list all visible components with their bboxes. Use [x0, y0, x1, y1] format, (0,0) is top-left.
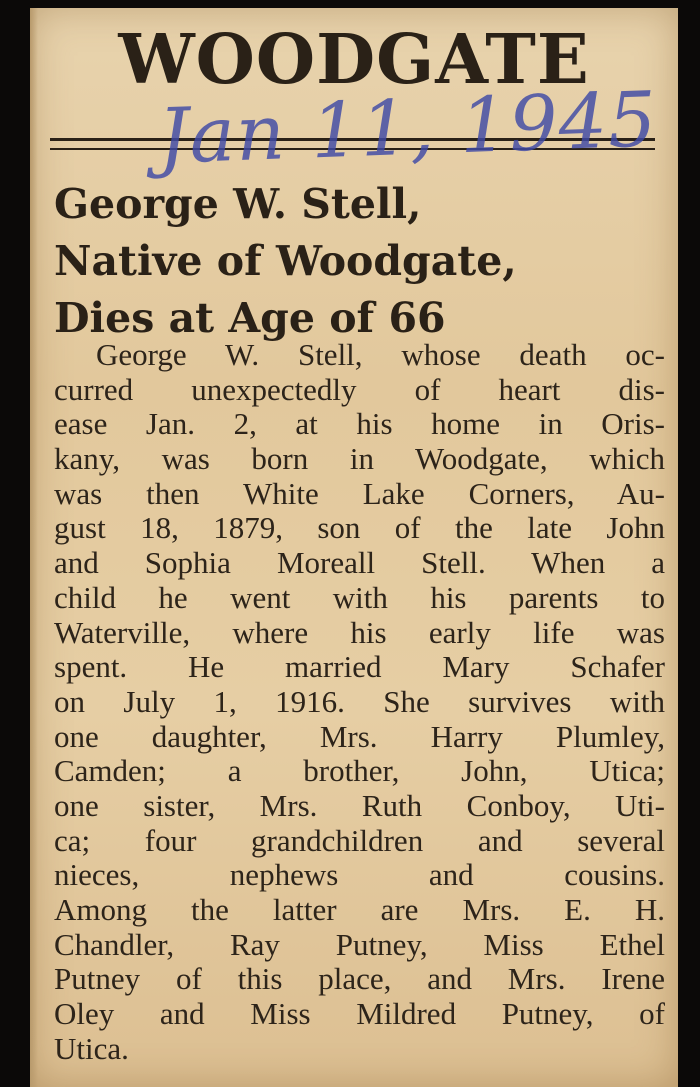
body-line: spent. He married Mary Schafer	[54, 649, 665, 685]
headline-line: Dies at Age of 66	[54, 294, 446, 342]
body-line: one daughter, Mrs. Harry Plumley,	[54, 718, 665, 754]
body-line: Among the latter are Mrs. E. H.	[54, 892, 665, 927]
body-line: Utica.	[54, 1030, 129, 1066]
article-body	[54, 338, 665, 1066]
paper-edge-shadow	[30, 8, 38, 1087]
body-line: Putney of this place, and Mrs. Irene	[54, 961, 665, 997]
body-line: kany, was born in Woodgate, which	[54, 441, 665, 477]
newspaper-clipping	[30, 8, 678, 1087]
body-line: Chandler, Ray Putney, Miss Ethel	[54, 926, 665, 962]
masthead-title: WOODGATE	[118, 20, 590, 100]
headline-line: Native of Woodgate,	[54, 237, 517, 285]
body-line: Oley and Miss Mildred Putney, of	[54, 996, 665, 1032]
handwritten-date: Jan 11, 1945	[156, 74, 659, 181]
body-line: nieces, nephews and cousins.	[54, 857, 665, 893]
body-line: ease Jan. 2, at his home in Oris-	[54, 406, 665, 442]
body-line: gust 18, 1879, son of the late John	[54, 510, 665, 546]
body-line: child he went with his parents to	[54, 579, 665, 615]
body-line: Camden; a brother, John, Utica;	[54, 753, 665, 789]
body-line: George W. Stell, whose death oc-	[96, 337, 665, 372]
body-line: curred unexpectedly of heart dis-	[54, 371, 665, 407]
body-line: one sister, Mrs. Ruth Conboy, Uti-	[54, 787, 665, 823]
article-headline	[54, 176, 654, 347]
body-line: Waterville, where his early life was	[54, 614, 665, 650]
body-line: on July 1, 1916. She survives with	[54, 683, 665, 719]
headline-line: George W. Stell,	[54, 180, 422, 228]
body-line: ca; four grandchildren and several	[54, 822, 665, 858]
body-line: and Sophia Moreall Stell. When a	[54, 545, 665, 581]
body-line: was then White Lake Corners, Au-	[54, 475, 665, 511]
